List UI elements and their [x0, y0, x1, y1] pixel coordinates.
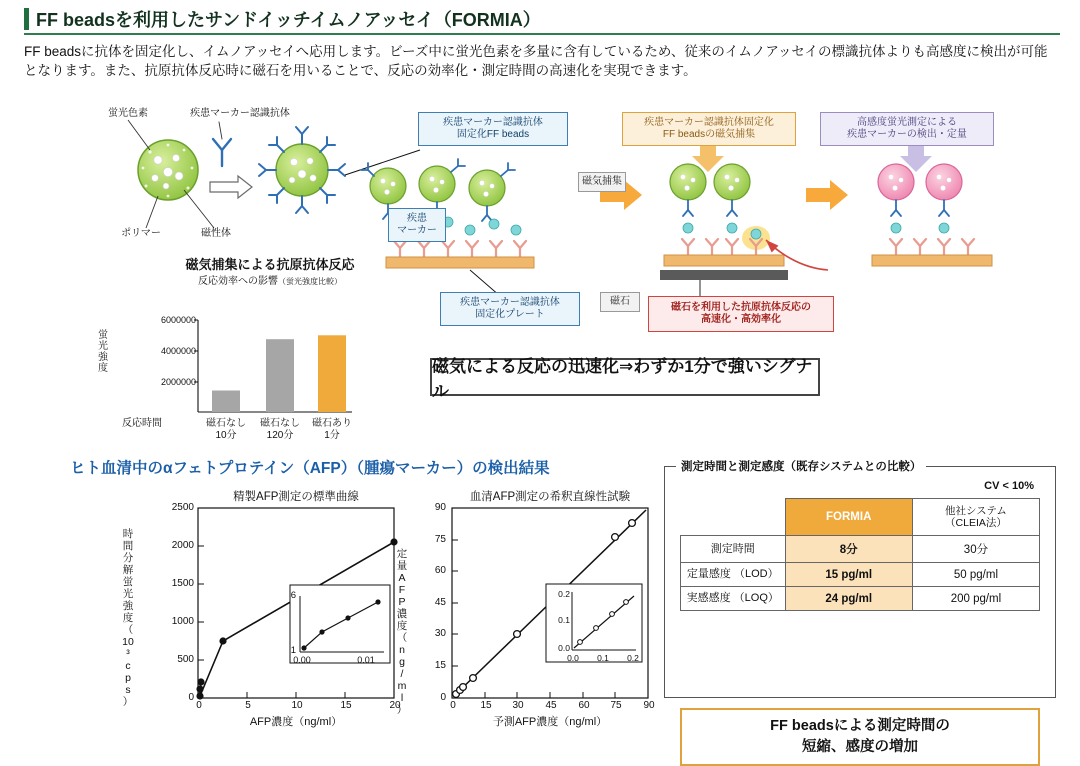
comparison-table-section: [664, 458, 1056, 755]
label-fluorescent-dye: 蛍光色素: [108, 108, 148, 119]
bar-category-3-line1: 磁石あり: [312, 418, 352, 429]
plot-a-ytick-2000: 2000: [171, 540, 194, 551]
plot-a-ytick-1500: 1500: [171, 578, 194, 589]
bar-ylabel: 蛍 光 強 度: [98, 330, 108, 374]
row-formia-lod: 15 pg/ml: [785, 563, 912, 587]
plot-b-title: 血清AFP測定の希釈直線性試験: [469, 491, 631, 503]
plot-b-inset-ytick-02: 0.2: [558, 589, 570, 599]
plot-a-axes: [196, 508, 397, 700]
row-formia-time: 8分: [785, 536, 912, 563]
plot-b-axes: [452, 508, 648, 698]
plot-b-xtick-45: 45: [545, 700, 557, 711]
box-immobilized-beads-line2: 固定化FF beads: [456, 129, 530, 140]
plot-a-ytick-0: 0: [188, 692, 194, 703]
plot-a-title: 精製AFP測定の標準曲線: [233, 491, 359, 503]
highlight-banner: 磁気による反応の迅速化⇒わずか1分で強いシグナル: [430, 358, 820, 396]
row-label-lod-line1: 定量感度: [686, 568, 731, 580]
box-magnet-benefit: [648, 296, 834, 332]
bar-chart-subtitle-text: 反応効率への影響: [198, 276, 278, 287]
bar-category-1-line2: 10分: [215, 430, 237, 441]
plot-a-xtick-10: 10: [291, 700, 303, 711]
label-magnetic-body: 磁性体: [201, 228, 231, 239]
box-disease-marker-line1: 疾患: [407, 213, 427, 224]
bar-ytick-4000000: 4000000: [160, 346, 196, 356]
summary-line-1: FF beadsによる測定時間の: [770, 718, 950, 734]
plot-a-xtick-0: 0: [196, 700, 202, 711]
page-title-text: FF beadsを利用したサンドイッチイムノアッセイ（FORMIA）: [36, 10, 541, 30]
box-disease-marker: [388, 208, 446, 242]
box-magnetic-capture-label: 磁気捕集: [582, 176, 622, 187]
comparison-table: [680, 498, 1040, 611]
box-disease-marker-line2: マーカー: [397, 225, 437, 236]
box-magnet-benefit-line2: 高速化・高効率化: [701, 314, 781, 325]
bar-category-2: [258, 418, 302, 442]
bar-category-3: [310, 418, 354, 442]
row-other-lod: 50 pg/ml: [912, 563, 1039, 587]
plot-a-ytick-1000: 1000: [171, 616, 194, 627]
table-header-other-line2: （CLEIA法）: [945, 517, 1007, 529]
plot-a-inset-ytick-1: 1: [290, 645, 296, 656]
box-capture-top-line2: FF beadsの磁気捕集: [662, 129, 756, 140]
plot-a-ytick-2500: 2500: [171, 502, 194, 513]
label-polymer: ポリマー: [121, 228, 161, 239]
box-immobilized-beads: [418, 112, 568, 146]
box-magnet-label: 磁石: [610, 296, 630, 307]
bar-ytick-6000000: 6000000: [160, 315, 196, 325]
box-detect-top-line2: 疾患マーカーの検出・定量: [847, 129, 967, 140]
intro-paragraph: FF beadsに抗体を固定化し、イムノアッセイへ応用します。ビーズ中に蛍光色素を多量に含有しているため、従来のイムノアッセイの標識抗体よりも高感度に検出が可能となります。また、抗原抗体反応時に磁石を用いることで、反応の効率化・測定時間の高速化を実現できます。: [24, 44, 1048, 78]
table-header-formia: FORMIA: [785, 499, 912, 536]
row-label-lod: [681, 563, 786, 587]
plot-b-ytick-30: 30: [434, 628, 446, 639]
plot-b-inset-xtick-02: 0.2: [627, 653, 639, 663]
box-magnet: [600, 292, 640, 312]
bar-chart-subtitle-note: （蛍光強度比較）: [278, 277, 342, 286]
plot-a-xtick-20: 20: [389, 700, 401, 711]
box-detect-top-line1: 高感度蛍光測定による: [857, 117, 957, 128]
bar-ytick-2000000: 2000000: [160, 377, 196, 387]
plot-b-xtick-60: 60: [578, 700, 590, 711]
row-label-loq: [681, 587, 786, 611]
comparison-table-caption: 測定時間と測定感度（既存システムとの比較）: [676, 458, 926, 474]
afp-section-heading: ヒト血清中のαフェトプロテイン（AFP）（腫瘍マーカー）の検出結果: [70, 460, 550, 477]
plot-a-xtick-5: 5: [245, 700, 251, 711]
plot-b-xtick-90: 90: [643, 700, 655, 711]
table-row: [681, 563, 1040, 587]
bar-category-2-line1: 磁石なし: [260, 418, 300, 429]
bar-chart-axes: [194, 320, 352, 412]
plot-b-xlabel: 予測AFP濃度（ng/ml）: [492, 716, 608, 728]
plot-b-xtick-15: 15: [480, 700, 492, 711]
plot-a-ytick-500: 500: [177, 654, 194, 665]
summary-line-2: 短縮、感度の増加: [802, 739, 918, 755]
plot-b-ytick-45: 45: [434, 597, 446, 608]
plot-b-inset-ytick-00: 0.0: [558, 643, 570, 653]
plot-a-xlabel: AFP濃度（ng/ml）: [249, 716, 343, 728]
bar-category-1-line1: 磁石なし: [206, 418, 246, 429]
row-formia-loq: 24 pg/ml: [785, 587, 912, 611]
plot-a-ylabel: 時 間 分 解 蛍 光 強 度 （ 10 ³ c p s ）: [122, 528, 134, 708]
bar-category-2-line2: 120分: [266, 430, 294, 441]
table-header-blank: [681, 499, 786, 536]
box-plate-line2: 固定化プレート: [475, 309, 545, 320]
plot-b-ytick-15: 15: [434, 660, 446, 671]
box-detect-top: [820, 112, 994, 146]
plot-b-xtick-75: 75: [610, 700, 622, 711]
box-plate-line1: 疾患マーカー認識抗体: [460, 297, 560, 308]
plot-b-inset-xtick-00: 0.0: [567, 653, 579, 663]
table-header-other: [912, 499, 1039, 536]
row-other-time: 30分: [912, 536, 1039, 563]
summary-box: [680, 708, 1040, 766]
bar-xlabel: 反応時間: [122, 418, 162, 429]
table-row: [681, 587, 1040, 611]
row-label-time: 測定時間: [681, 536, 786, 563]
box-capture-top-line1: 疾患マーカー認識抗体固定化: [644, 117, 774, 128]
plot-b-ytick-75: 75: [434, 534, 446, 545]
plot-a-inset-ytick-6: 6: [290, 590, 296, 601]
plot-a-xtick-15: 15: [340, 700, 352, 711]
box-magnetic-capture: [578, 172, 626, 192]
plot-a-inset-xtick-0: 0.00: [293, 655, 311, 665]
plot-b-ytick-60: 60: [434, 565, 446, 576]
bar-category-3-line2: 1分: [324, 430, 340, 441]
box-magnet-benefit-line1: 磁石を利用した抗原抗体反応の: [671, 302, 811, 313]
label-antibody: 疾患マーカー認識抗体: [190, 108, 290, 119]
table-header-row: [681, 499, 1040, 536]
plot-b-inset-ytick-01: 0.1: [558, 615, 570, 625]
plot-b-xtick-30: 30: [512, 700, 524, 711]
bar-category-1: [204, 418, 248, 442]
row-label-loq-line2: （LOQ）: [733, 592, 779, 604]
cv-note: CV < 10%: [984, 480, 1034, 492]
box-immobilized-beads-line1: 疾患マーカー認識抗体: [443, 117, 543, 128]
table-row: [681, 536, 1040, 563]
bar-chart-title: 磁気捕集による抗原抗体反応: [185, 257, 355, 272]
plot-b-xtick-0: 0: [450, 700, 456, 711]
plot-b-ytick-90: 90: [434, 502, 446, 513]
box-capture-top: [622, 112, 796, 146]
box-plate: [440, 292, 580, 326]
table-header-other-line1: 他社システム: [944, 505, 1007, 517]
row-label-lod-line2: （LOD）: [733, 568, 779, 580]
row-label-loq-line1: 実感感度: [686, 592, 731, 604]
plot-a-inset-xtick-1: 0.01: [357, 655, 375, 665]
plot-b-inset-xtick-01: 0.1: [597, 653, 609, 663]
plot-b-ytick-0: 0: [440, 692, 446, 703]
bar-chart-subtitle: [140, 272, 400, 287]
row-other-loq: 200 pg/ml: [912, 587, 1039, 611]
plot-b-ylabel: 定 量 A F P 濃 度 （ n g / m l ）: [396, 548, 408, 716]
